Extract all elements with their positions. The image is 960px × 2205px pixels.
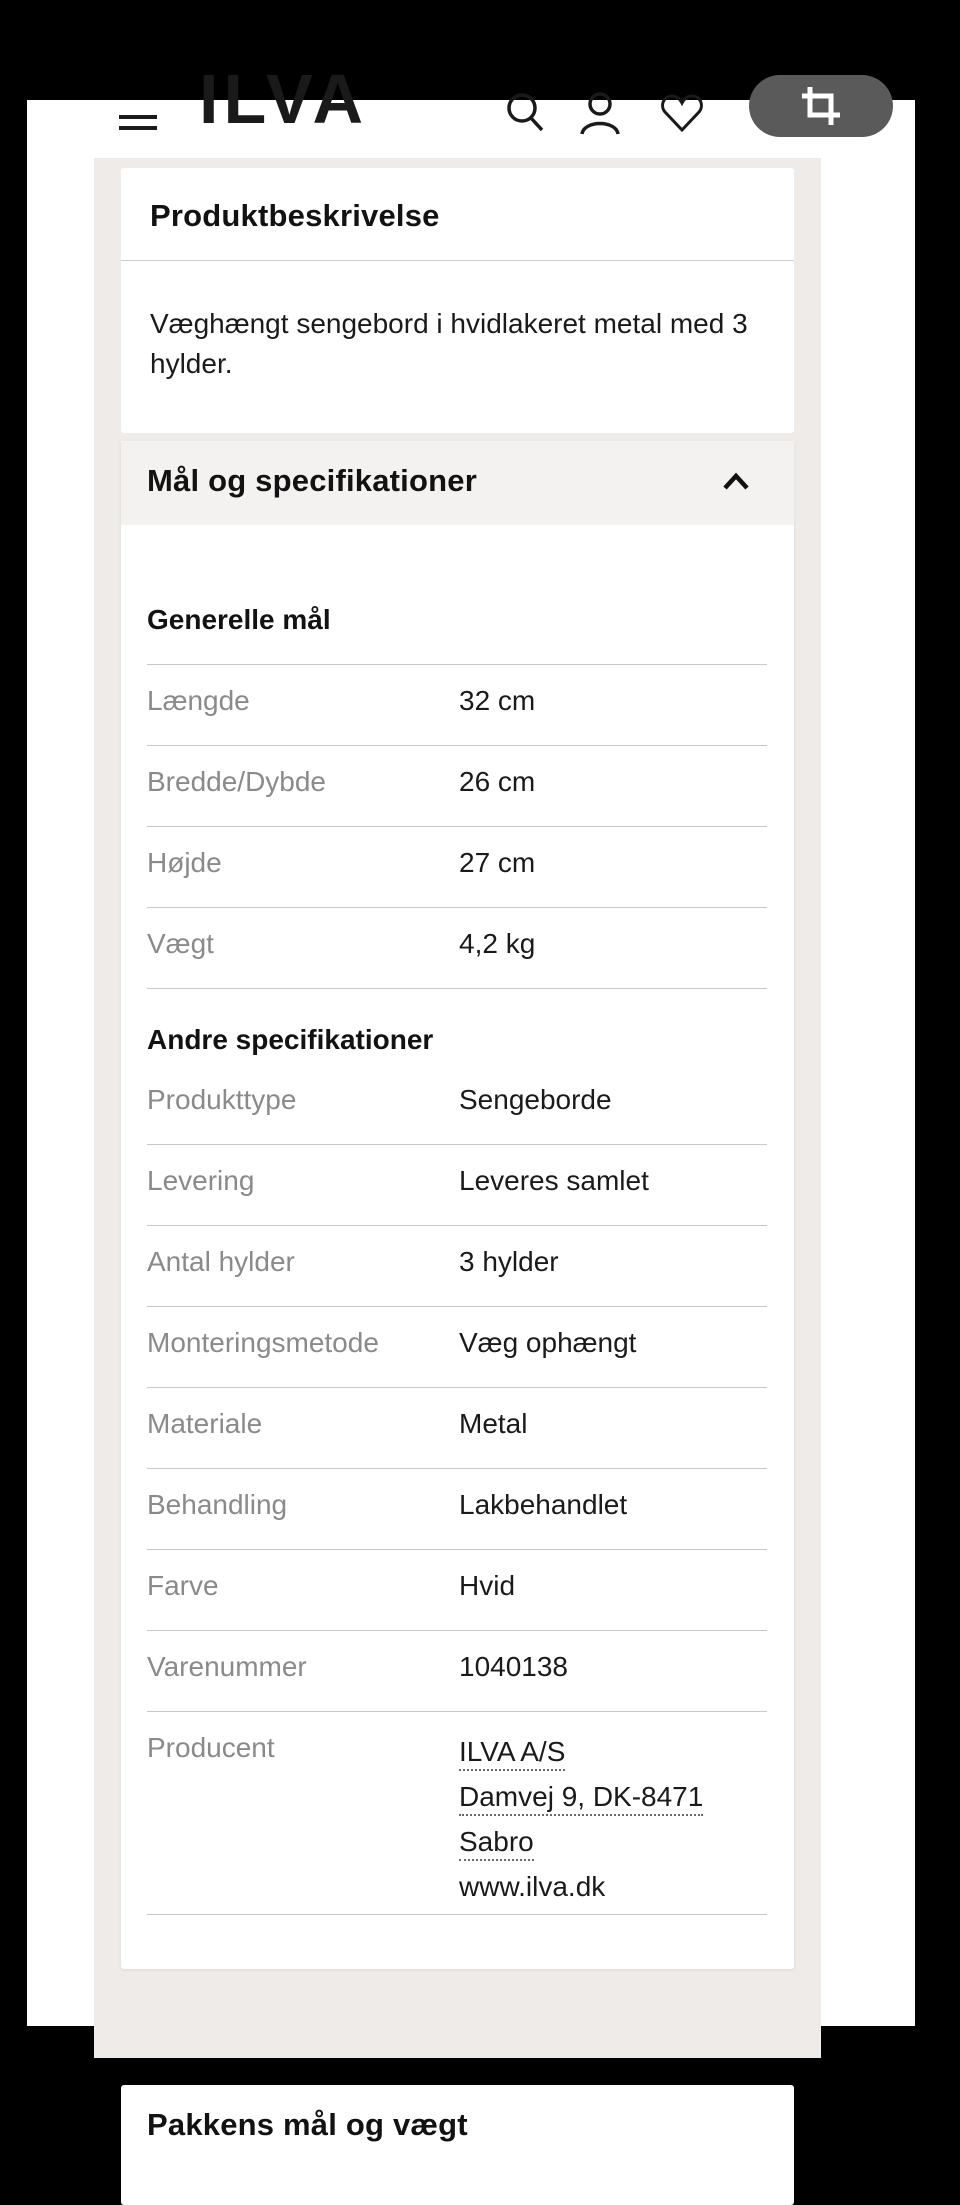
spec-label: Monteringsmetode	[147, 1327, 379, 1358]
hamburger-menu-icon[interactable]	[119, 106, 159, 136]
producer-label: Producent	[147, 1732, 275, 1763]
spec-label: Farve	[147, 1570, 219, 1601]
spec-value: 4,2 kg	[459, 928, 536, 959]
spec-value: Sengeborde	[459, 1084, 612, 1115]
spec-label: Antal hylder	[147, 1246, 295, 1277]
phone-screen	[27, 60, 915, 2142]
ilva-logo[interactable]: ILVA	[199, 60, 369, 138]
spec-value: Væg ophængt	[459, 1327, 637, 1358]
search-icon[interactable]	[502, 90, 548, 136]
spec-label: Behandling	[147, 1489, 288, 1520]
producer-website-link[interactable]: www.ilva.dk	[459, 1871, 606, 1902]
spec-value: 27 cm	[459, 847, 536, 878]
crop-button[interactable]	[749, 75, 893, 137]
specifications-title: Mål og specifikationer	[147, 463, 477, 498]
user-icon[interactable]	[577, 90, 623, 136]
chevron-up-icon[interactable]	[720, 467, 752, 495]
spec-label: Varenummer	[147, 1651, 307, 1682]
package-title: Pakkens mål og vægt	[147, 2107, 468, 2142]
spec-label: Bredde/Dybde	[147, 766, 327, 797]
producer-row	[147, 1711, 767, 1915]
spec-row	[147, 664, 767, 745]
crop-icon	[798, 83, 844, 129]
spec-label: Materiale	[147, 1408, 263, 1439]
spec-row	[147, 1144, 767, 1225]
spec-row	[147, 1387, 767, 1468]
spec-value: Metal	[459, 1408, 528, 1439]
spec-row	[147, 1225, 767, 1306]
divider	[147, 988, 767, 989]
producer-city: Sabro	[459, 1825, 534, 1861]
spec-row	[147, 1468, 767, 1549]
spec-label: Højde	[147, 847, 222, 878]
spec-row	[147, 826, 767, 907]
spec-value: 26 cm	[459, 766, 536, 797]
spec-row	[147, 1306, 767, 1387]
spec-label: Vægt	[147, 928, 214, 959]
spec-row	[147, 1549, 767, 1630]
heart-icon[interactable]	[659, 90, 705, 136]
spec-label: Produkttype	[147, 1084, 297, 1115]
description-title: Produktbeskrivelse	[150, 198, 440, 233]
package-dimensions-card[interactable]	[121, 2085, 794, 2205]
specifications-accordion-header[interactable]	[121, 441, 794, 525]
producer-details	[459, 1732, 703, 1907]
description-text: Væghængt sengebord i hvidlakeret metal med 3 hylder.	[150, 308, 748, 379]
description-header	[121, 168, 794, 261]
spec-value: Lakbehandlet	[459, 1489, 628, 1520]
product-description-card	[121, 168, 794, 433]
spec-value: 3 hylder	[459, 1246, 559, 1277]
specifications-card	[121, 441, 794, 1969]
producer-name: ILVA A/S	[459, 1735, 565, 1771]
spec-label: Længde	[147, 685, 250, 716]
other-specifications-table	[147, 1064, 767, 1915]
producer-address: Damvej 9, DK-8471	[459, 1780, 703, 1816]
spec-label: Levering	[147, 1165, 255, 1196]
spec-row	[147, 907, 767, 988]
other-specifications-heading: Andre specifikationer	[147, 1024, 434, 1055]
spec-value: 1040138	[459, 1651, 569, 1682]
general-dimensions-table	[147, 664, 767, 989]
spec-row	[147, 745, 767, 826]
spec-row	[147, 1064, 767, 1144]
spec-row	[147, 1630, 767, 1711]
spec-value: Leveres samlet	[459, 1165, 649, 1196]
product-details-area	[94, 158, 821, 2142]
spec-value: 32 cm	[459, 685, 536, 716]
spec-value: Hvid	[459, 1570, 516, 1601]
general-dimensions-heading: Generelle mål	[147, 604, 331, 635]
